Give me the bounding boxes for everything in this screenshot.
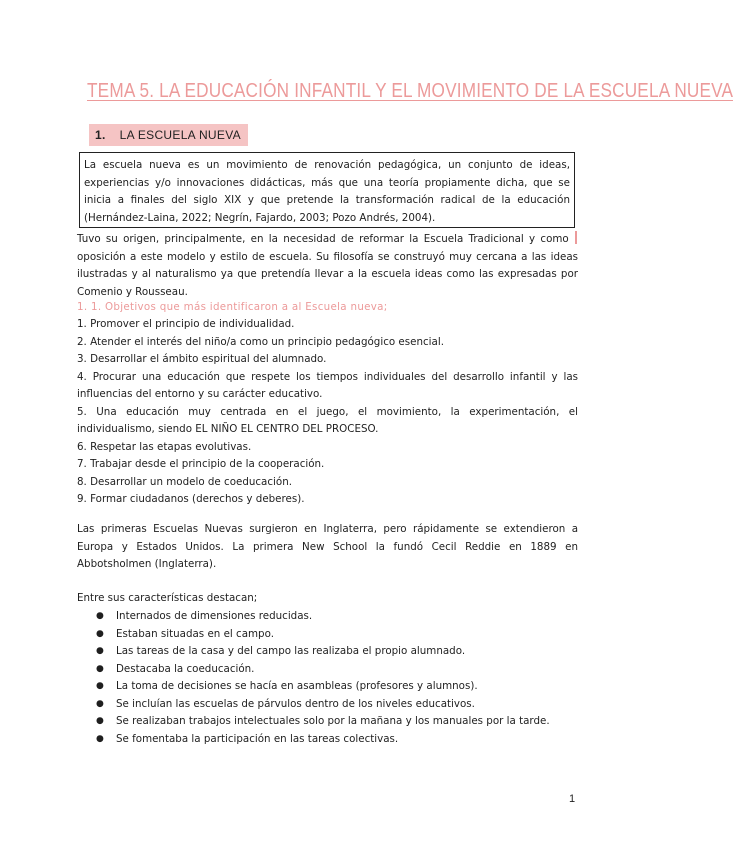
- list-item: [96, 661, 566, 679]
- text-cursor-marker: [575, 231, 577, 244]
- definition-box: La escuela nueva es un movimiento de renovación pedagógica, un conjunto de ideas, experiencias y/o innovaciones didácticas, más que una teoría propiamente dicha, que se inicia a finales del siglo XIX y que pretende la transformación radical de la educación (Hernández-Laina, 2022; Negrín, Fajardo, 2003; Pozo Andrés, 2004).: [79, 152, 575, 228]
- origin-paragraph: [77, 231, 578, 301]
- section-heading: [89, 124, 248, 146]
- origin-paragraph-part1: Tuvo su origen, principalmente, en la necesidad de reformar la Escuela Tradicional y como: [77, 233, 569, 245]
- list-item-text: La toma de decisiones se hacía en asambleas (profesores y alumnos).: [116, 680, 478, 692]
- bullet-icon: ●: [96, 628, 104, 639]
- list-item-text: Destacaba la coeducación.: [116, 662, 255, 675]
- subsection-heading: 1. 1. Objetivos que más identificaron a al Escuela nueva;: [77, 301, 388, 313]
- objectives-list: [77, 316, 578, 509]
- bullet-icon: ●: [96, 681, 104, 691]
- objective-item: 6. Respetar las etapas evolutivas.: [77, 440, 252, 453]
- section-label: LA ESCUELA NUEVA: [119, 128, 241, 142]
- page-number: 1: [569, 793, 576, 805]
- list-item: [96, 713, 566, 731]
- origin-paragraph-part2: oposición a este modelo y estilo de escuela. Su filosofía se construyó muy cercana a las ideas ilustradas y al naturalismo ya que pretendía llevar a la escuela ideas como las expresadas por Comenio y Rousseau.: [77, 250, 578, 298]
- list-item: [96, 731, 566, 749]
- objective-item: 2. Atender el interés del niño/a como un principio pedagógico esencial.: [77, 335, 444, 348]
- bullet-icon: ●: [96, 611, 104, 621]
- characteristics-list: [96, 608, 566, 748]
- objective-item: 7. Trabajar desde el principio de la cooperación.: [77, 458, 325, 470]
- bullet-icon: ●: [96, 733, 104, 744]
- objective-item: 8. Desarrollar un modelo de coeducación.: [77, 475, 292, 488]
- list-item-text: Internados de dimensiones reducidas.: [116, 610, 313, 622]
- section-number: 1.: [95, 128, 106, 142]
- objective-item: 4. Procurar una educación que respete los tiempos individuales del desarrollo infantil y las influencias del entorno y su carácter educativo.: [77, 370, 578, 400]
- objective-item: 9. Formar ciudadanos (derechos y deberes).: [77, 493, 305, 505]
- bullet-icon: ●: [96, 663, 104, 674]
- list-item-text: Se incluían las escuelas de párvulos dentro de los niveles educativos.: [116, 697, 475, 710]
- list-item: [96, 696, 566, 714]
- list-item-text: Se fomentaba la participación en las tareas colectivas.: [116, 732, 399, 745]
- bullet-icon: ●: [96, 646, 104, 656]
- objective-item: 5. Una educación muy centrada en el juego, el movimiento, la experimentación, el individualismo, siendo EL NIÑO EL CENTRO DEL PROCESO.: [77, 405, 578, 435]
- list-item: [96, 643, 566, 661]
- objective-item: 1. Promover el principio de individualidad.: [77, 318, 295, 330]
- list-item-text: Las tareas de la casa y del campo las realizaba el propio alumnado.: [116, 645, 466, 657]
- list-item-text: Se realizaban trabajos intelectuales solo por la mañana y los manuales por la tarde.: [116, 715, 550, 727]
- spread-paragraph: Las primeras Escuelas Nuevas surgieron en Inglaterra, pero rápidamente se extendieron a Europa y Estados Unidos. La primera New School la fundó Cecil Reddie en 1889 en Abbotsholmen (Inglaterra).: [77, 523, 578, 570]
- characteristics-intro: Entre sus características destacan;: [77, 592, 258, 604]
- list-item: [96, 626, 566, 644]
- list-item: [96, 678, 566, 696]
- page-title: TEMA 5. LA EDUCACIÓN INFANTIL Y EL MOVIMIENTO DE LA ESCUELA NUEVA: [87, 80, 733, 102]
- list-item: [96, 608, 566, 626]
- bullet-icon: ●: [96, 698, 104, 709]
- bullet-icon: ●: [96, 716, 104, 726]
- objective-item: 3. Desarrollar el ámbito espiritual del alumnado.: [77, 353, 327, 365]
- list-item-text: Estaban situadas en el campo.: [116, 627, 274, 640]
